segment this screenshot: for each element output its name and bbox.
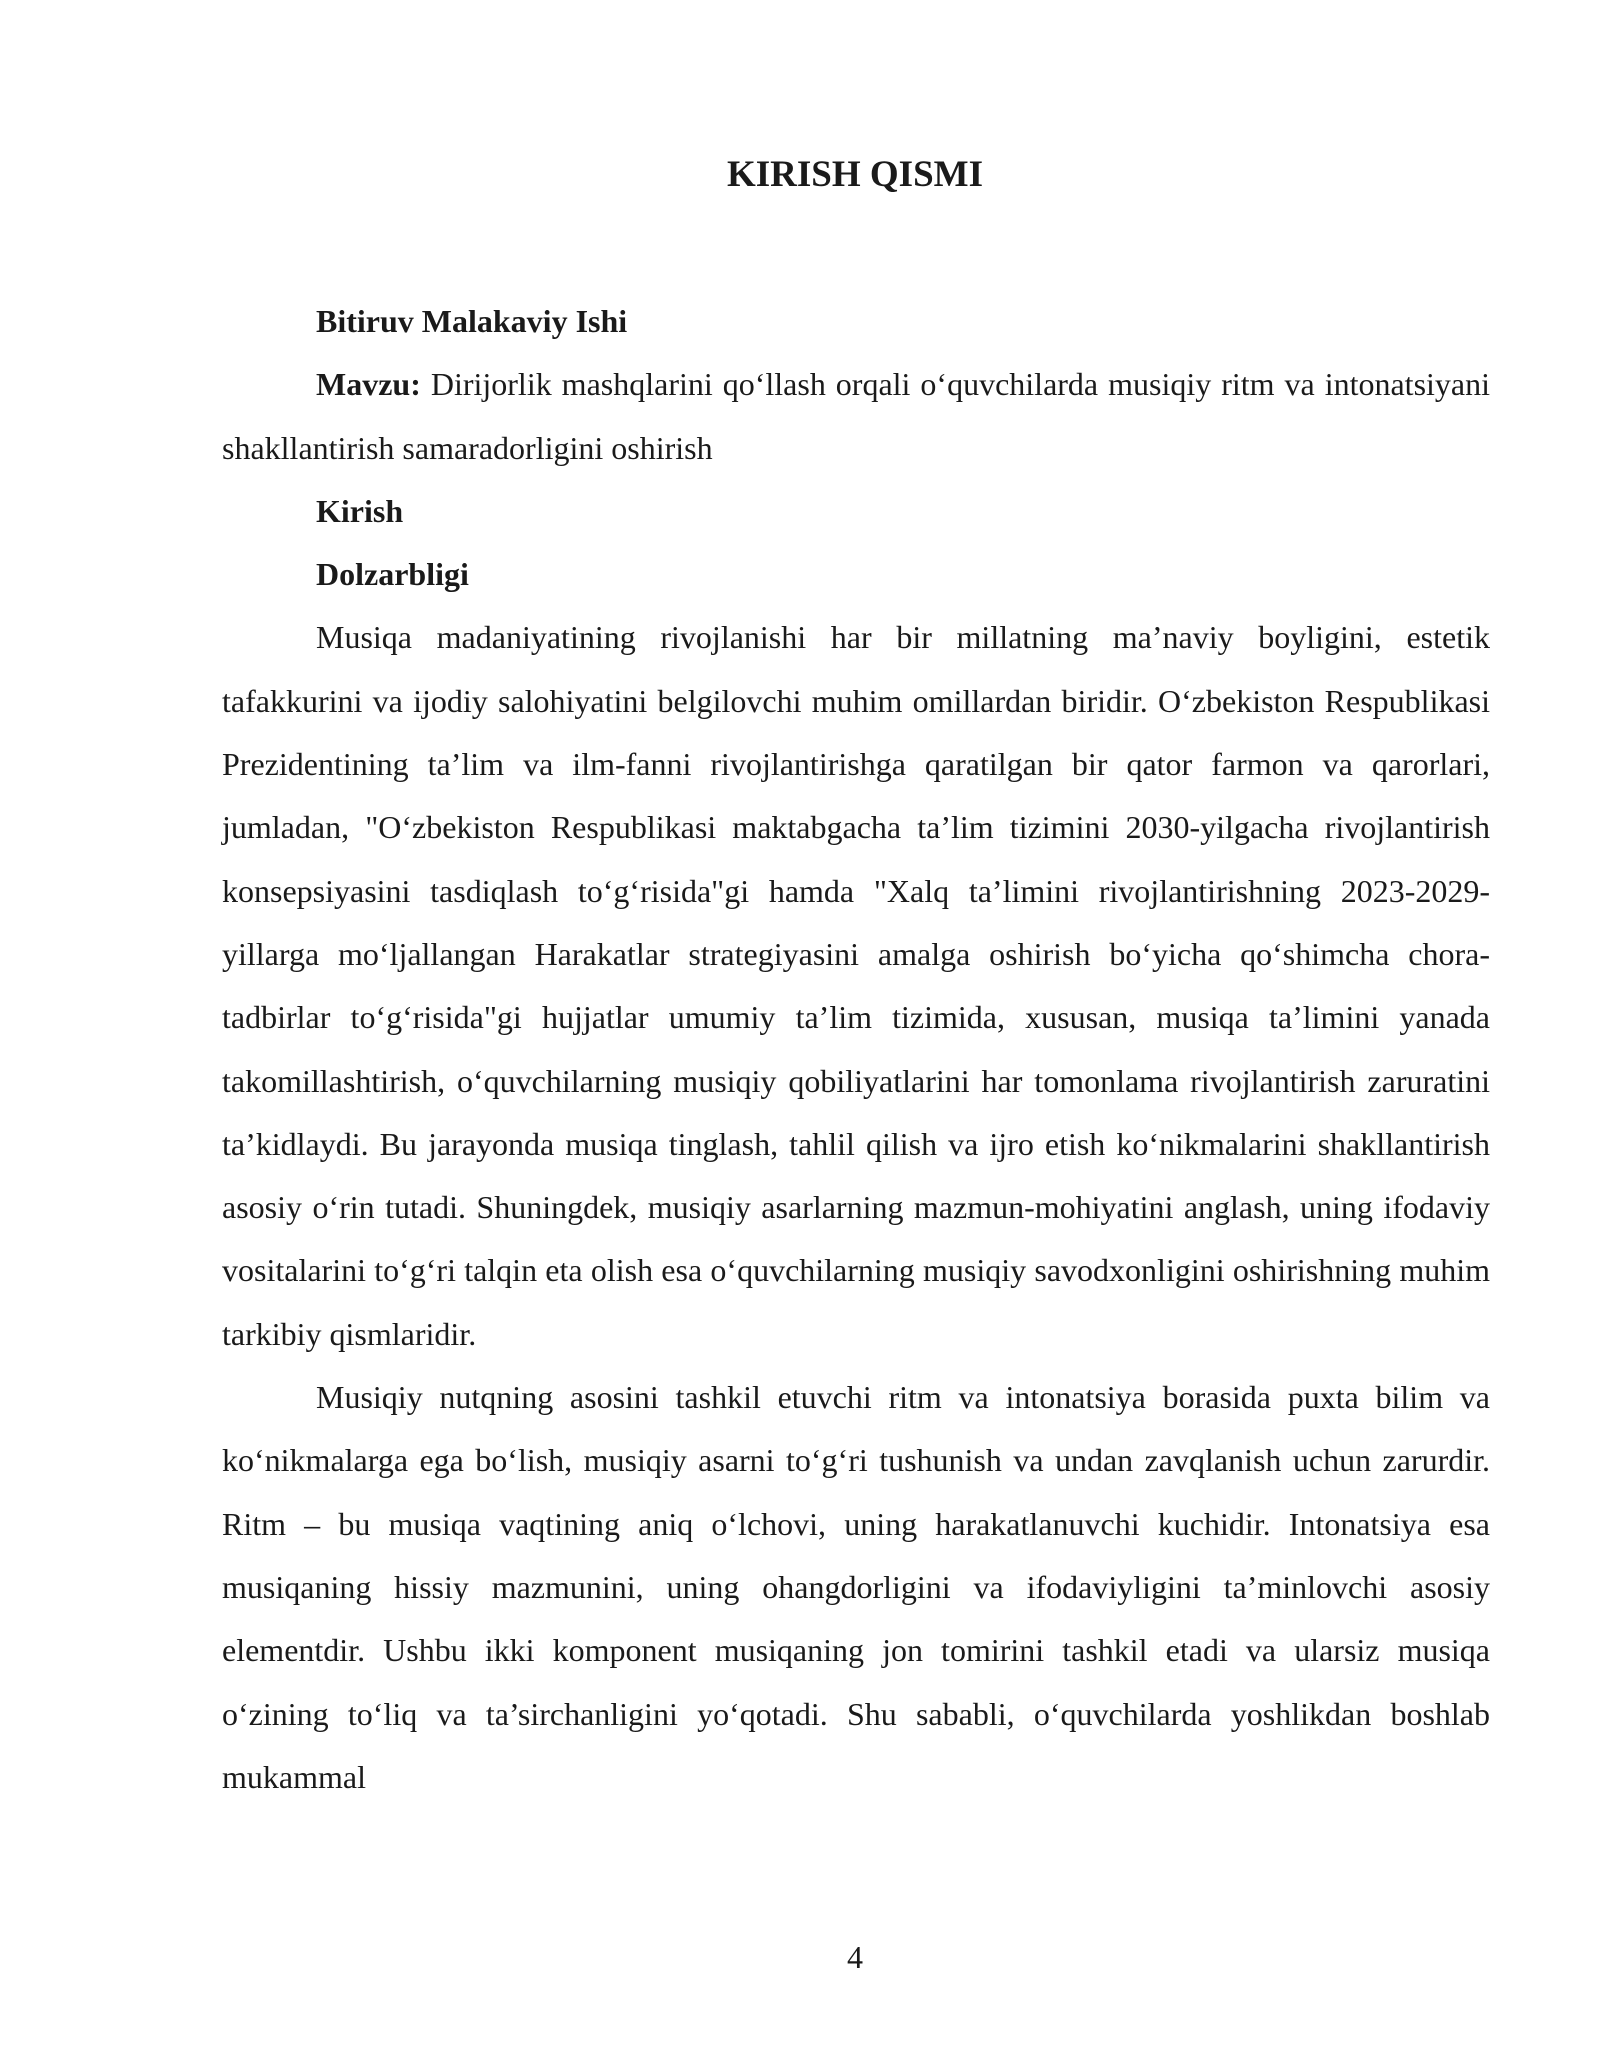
section-heading: Kirish (316, 492, 404, 529)
document-body (222, 290, 1490, 1809)
page-number: 4 (847, 1939, 863, 1975)
topic-paragraph (222, 353, 1490, 480)
topic-label: Mavzu: (316, 366, 421, 403)
document-subtitle: Bitiruv Malakaviy Ishi (316, 303, 628, 339)
body-paragraph-2: Musiqiy nutqning asosini tashkil etuvchi ritm va intonatsiya borasida puxta bilim va ko‘nikmalarga ega bo‘lish, musiqiy asarni to‘g‘ri tushunish va undan zavqlanish uchun zarurdir. Ritm – bu musiqa vaqtining aniq o‘lchovi, uning harakatlanuvchi kuchidir. Intonatsiya esa musiqaning hissiy mazmunini, uning ohangdorligini va ifodaviyligini ta’minlovchi asosiy elementdir. Ushbu ikki komponent musiqaning jon tomirini tashkil etadi va ularsiz musiqa o‘zining to‘liq va ta’sirchanligini yo‘qotadi. Shu sababli, o‘quvchilarda yoshlikdan boshlab mukammal (222, 1379, 1490, 1795)
topic-text: Dirijorlik mashqlarini qo‘llash orqali o‘quvchilarda musiqiy ritm va intonatsiyani shakllantirish samaradorligini oshirish (222, 366, 1490, 466)
page-title: KIRISH QISMI (727, 154, 983, 195)
subsection-heading: Dolzarbligi (316, 556, 469, 593)
body-paragraph-1: Musiqa madaniyatining rivojlanishi har bir millatning ma’naviy boyligini, estetik tafakkurini va ijodiy salohiyatini belgilovchi muhim omillardan biridir. O‘zbekiston Respublikasi Prezidentining ta’lim va ilm-fanni rivojlantirishga qaratilgan bir qator farmon va qarorlari, jumladan, "O‘zbekiston Respublikasi maktabgacha ta’lim tizimini 2030-yilgacha rivojlantirish konsepsiyasini tasdiqlash to‘g‘risida"gi hamda "Xalq ta’limini rivojlantirishning 2023-2029-yillarga mo‘ljallangan Harakatlar strategiyasini amalga oshirish bo‘yicha qo‘shimcha chora-tadbirlar to‘g‘risida"gi hujjatlar umumiy ta’lim tizimida, xususan, musiqa ta’limini yanada takomillashtirish, o‘quvchilarning musiqiy qobiliyatlarini har tomonlama rivojlantirish zaruratini ta’kidlaydi. Bu jarayonda musiqa tinglash, tahlil qilish va ijro etish ko‘nikmalarini shakllantirish asosiy o‘rin tutadi. Shuningdek, musiqiy asarlarning mazmun-mohiyatini anglash, uning ifodaviy vositalarini to‘g‘ri talqin eta olish esa o‘quvchilarning musiqiy savodxonligini oshirishning muhim tarkibiy qismlaridir. (222, 619, 1490, 1352)
